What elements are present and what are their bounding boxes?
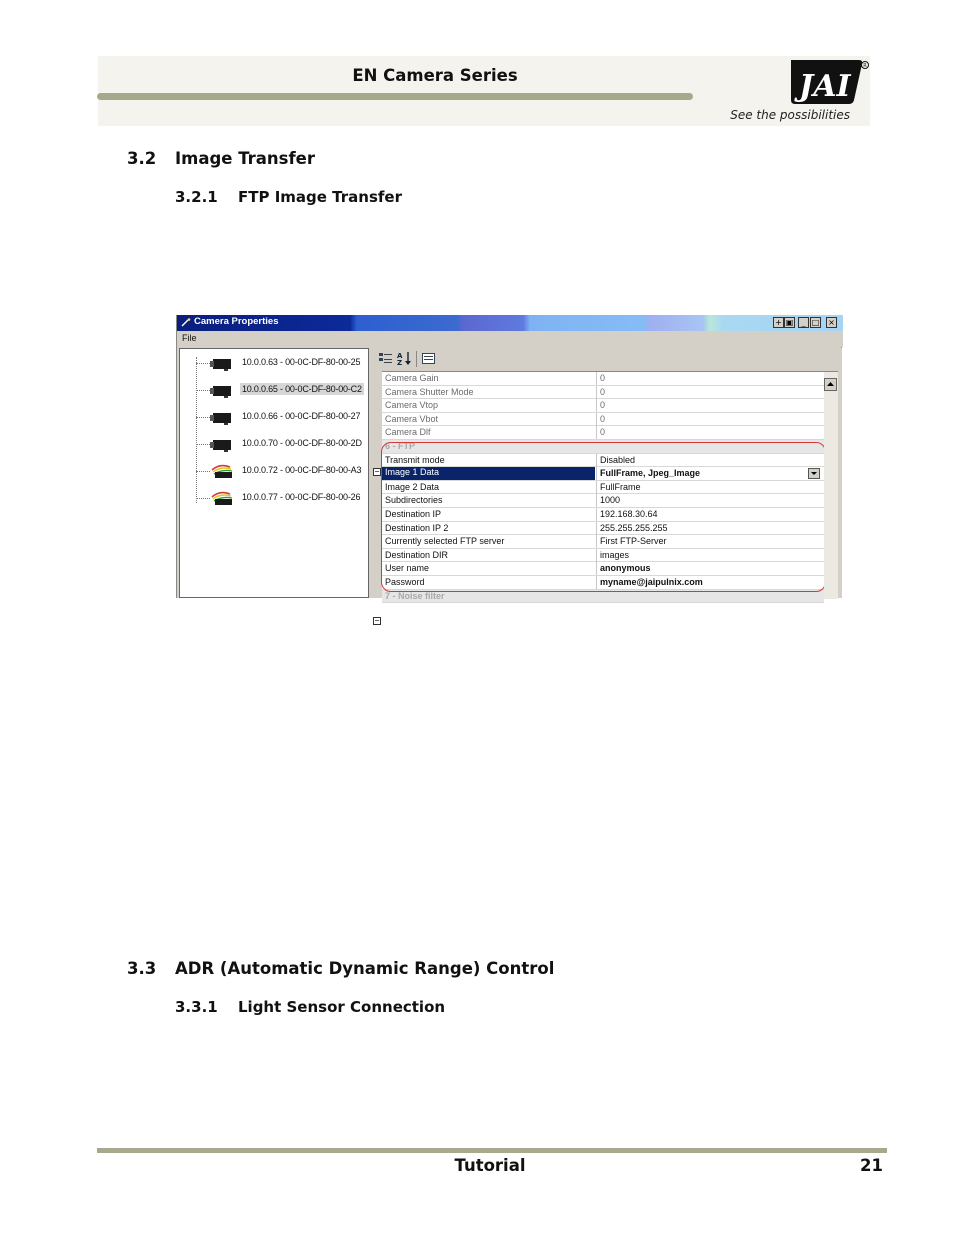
- camera-icon: [210, 356, 234, 371]
- property-row[interactable]: Password myname@jaipulnix.com: [382, 576, 824, 590]
- tree-connector: [196, 357, 197, 503]
- tree-item[interactable]: [180, 354, 368, 372]
- toolbar-separator: [416, 351, 417, 367]
- section-title: Image Transfer: [175, 149, 316, 168]
- menu-file[interactable]: File: [182, 333, 197, 343]
- property-row[interactable]: Camera Shutter Mode 0: [382, 386, 824, 400]
- section-number: 3.2: [127, 149, 157, 168]
- subsection-heading: [175, 998, 445, 1016]
- camera-address: 10.0.0.77 - 00-0C-DF-80-00-26: [242, 492, 361, 502]
- wand-icon: [181, 318, 191, 327]
- properties-button[interactable]: ▣: [785, 318, 794, 327]
- camera-active-icon: [210, 491, 234, 506]
- property-row[interactable]: Destination IP 192.168.30.64: [382, 508, 824, 522]
- collapse-ftp-icon[interactable]: −: [374, 467, 380, 476]
- tree-item[interactable]: [180, 408, 368, 426]
- ftp-highlight-outline: [381, 442, 826, 592]
- property-row[interactable]: Transmit mode Disabled: [382, 454, 824, 468]
- section-number: 3.3: [127, 959, 157, 978]
- property-row-selected[interactable]: Image 1 Data FullFrame, Jpeg_Image: [382, 467, 824, 481]
- minimize-button[interactable]: _: [798, 317, 809, 328]
- property-panel: [372, 348, 842, 625]
- close-button[interactable]: ×: [826, 317, 837, 328]
- vertical-scrollbar[interactable]: [824, 372, 838, 599]
- property-grid: [374, 371, 838, 625]
- svg-text:JAI: JAI: [799, 69, 851, 104]
- maximize-button[interactable]: □: [811, 318, 820, 327]
- camera-address: 10.0.0.70 - 00-0C-DF-80-00-2D: [242, 438, 362, 448]
- camera-address: 10.0.0.63 - 00-0C-DF-80-00-25: [242, 357, 361, 367]
- section-heading: [127, 959, 554, 978]
- tree-item[interactable]: [180, 435, 368, 453]
- jai-logo: [787, 56, 871, 106]
- subsection-number: 3.3.1: [175, 998, 218, 1016]
- camera-properties-window: [176, 315, 842, 625]
- camera-address: 10.0.0.65 - 00-0C-DF-80-00-C2: [242, 384, 362, 394]
- expand-noise-filter-icon[interactable]: −: [374, 616, 380, 625]
- camera-address: 10.0.0.72 - 00-0C-DF-80-00-A3: [242, 465, 362, 475]
- property-row[interactable]: Camera Dlf 0: [382, 426, 824, 440]
- category-row-noise-filter[interactable]: 7 - Noise filter: [382, 590, 824, 604]
- window-titlebar: [177, 315, 843, 331]
- camera-icon: [210, 437, 234, 452]
- sort-alphabetical-icon[interactable]: [397, 351, 412, 366]
- triangle-up-icon: [825, 379, 836, 390]
- svg-text:R: R: [863, 63, 867, 70]
- property-row[interactable]: Destination IP 2 255.255.255.255: [382, 522, 824, 536]
- property-row[interactable]: Camera Gain 0: [382, 372, 824, 386]
- section-title: ADR (Automatic Dynamic Range) Control: [175, 959, 555, 978]
- page-number: 21: [860, 1156, 883, 1175]
- section-heading: [127, 149, 315, 168]
- tree-item-selected[interactable]: [180, 381, 368, 399]
- document-title: EN Camera Series: [352, 66, 518, 85]
- property-row[interactable]: Destination DIR images: [382, 549, 824, 563]
- subsection-title: FTP Image Transfer: [238, 188, 402, 206]
- camera-tree: [179, 348, 369, 598]
- camera-icon: [210, 383, 234, 398]
- camera-active-icon: [210, 464, 234, 479]
- property-row[interactable]: Image 2 Data FullFrame: [382, 481, 824, 495]
- footer-rule: [97, 1148, 887, 1153]
- property-row[interactable]: User name anonymous: [382, 562, 824, 576]
- pin-button[interactable]: +: [773, 317, 784, 328]
- window-title: Camera Properties: [194, 316, 279, 327]
- camera-address: 10.0.0.66 - 00-0C-DF-80-00-27: [242, 411, 361, 421]
- property-pages-icon[interactable]: [421, 351, 436, 366]
- categorized-icon[interactable]: [378, 351, 393, 366]
- svg-text:A: A: [397, 352, 403, 360]
- tree-item[interactable]: [180, 462, 368, 480]
- subsection-number: 3.2.1: [175, 188, 218, 206]
- header-rule: [97, 93, 693, 100]
- subsection-heading: [175, 188, 402, 206]
- property-row[interactable]: Subdirectories 1000: [382, 494, 824, 508]
- subsection-title: Light Sensor Connection: [238, 998, 446, 1016]
- property-row[interactable]: Camera Vbot 0: [382, 413, 824, 427]
- property-row[interactable]: Camera Vtop 0: [382, 399, 824, 413]
- property-toolbar: [372, 348, 842, 370]
- property-row[interactable]: Currently selected FTP server First FTP-Server: [382, 535, 824, 549]
- menu-bar: [177, 331, 843, 347]
- footer-section: Tutorial: [454, 1156, 526, 1175]
- camera-icon: [210, 410, 234, 425]
- svg-text:Z: Z: [397, 359, 403, 367]
- logo-tagline: See the possibilities: [730, 108, 850, 122]
- scroll-up-button[interactable]: [824, 378, 837, 391]
- tree-item[interactable]: [180, 489, 368, 507]
- category-row-ftp[interactable]: 6 - FTP: [382, 440, 824, 454]
